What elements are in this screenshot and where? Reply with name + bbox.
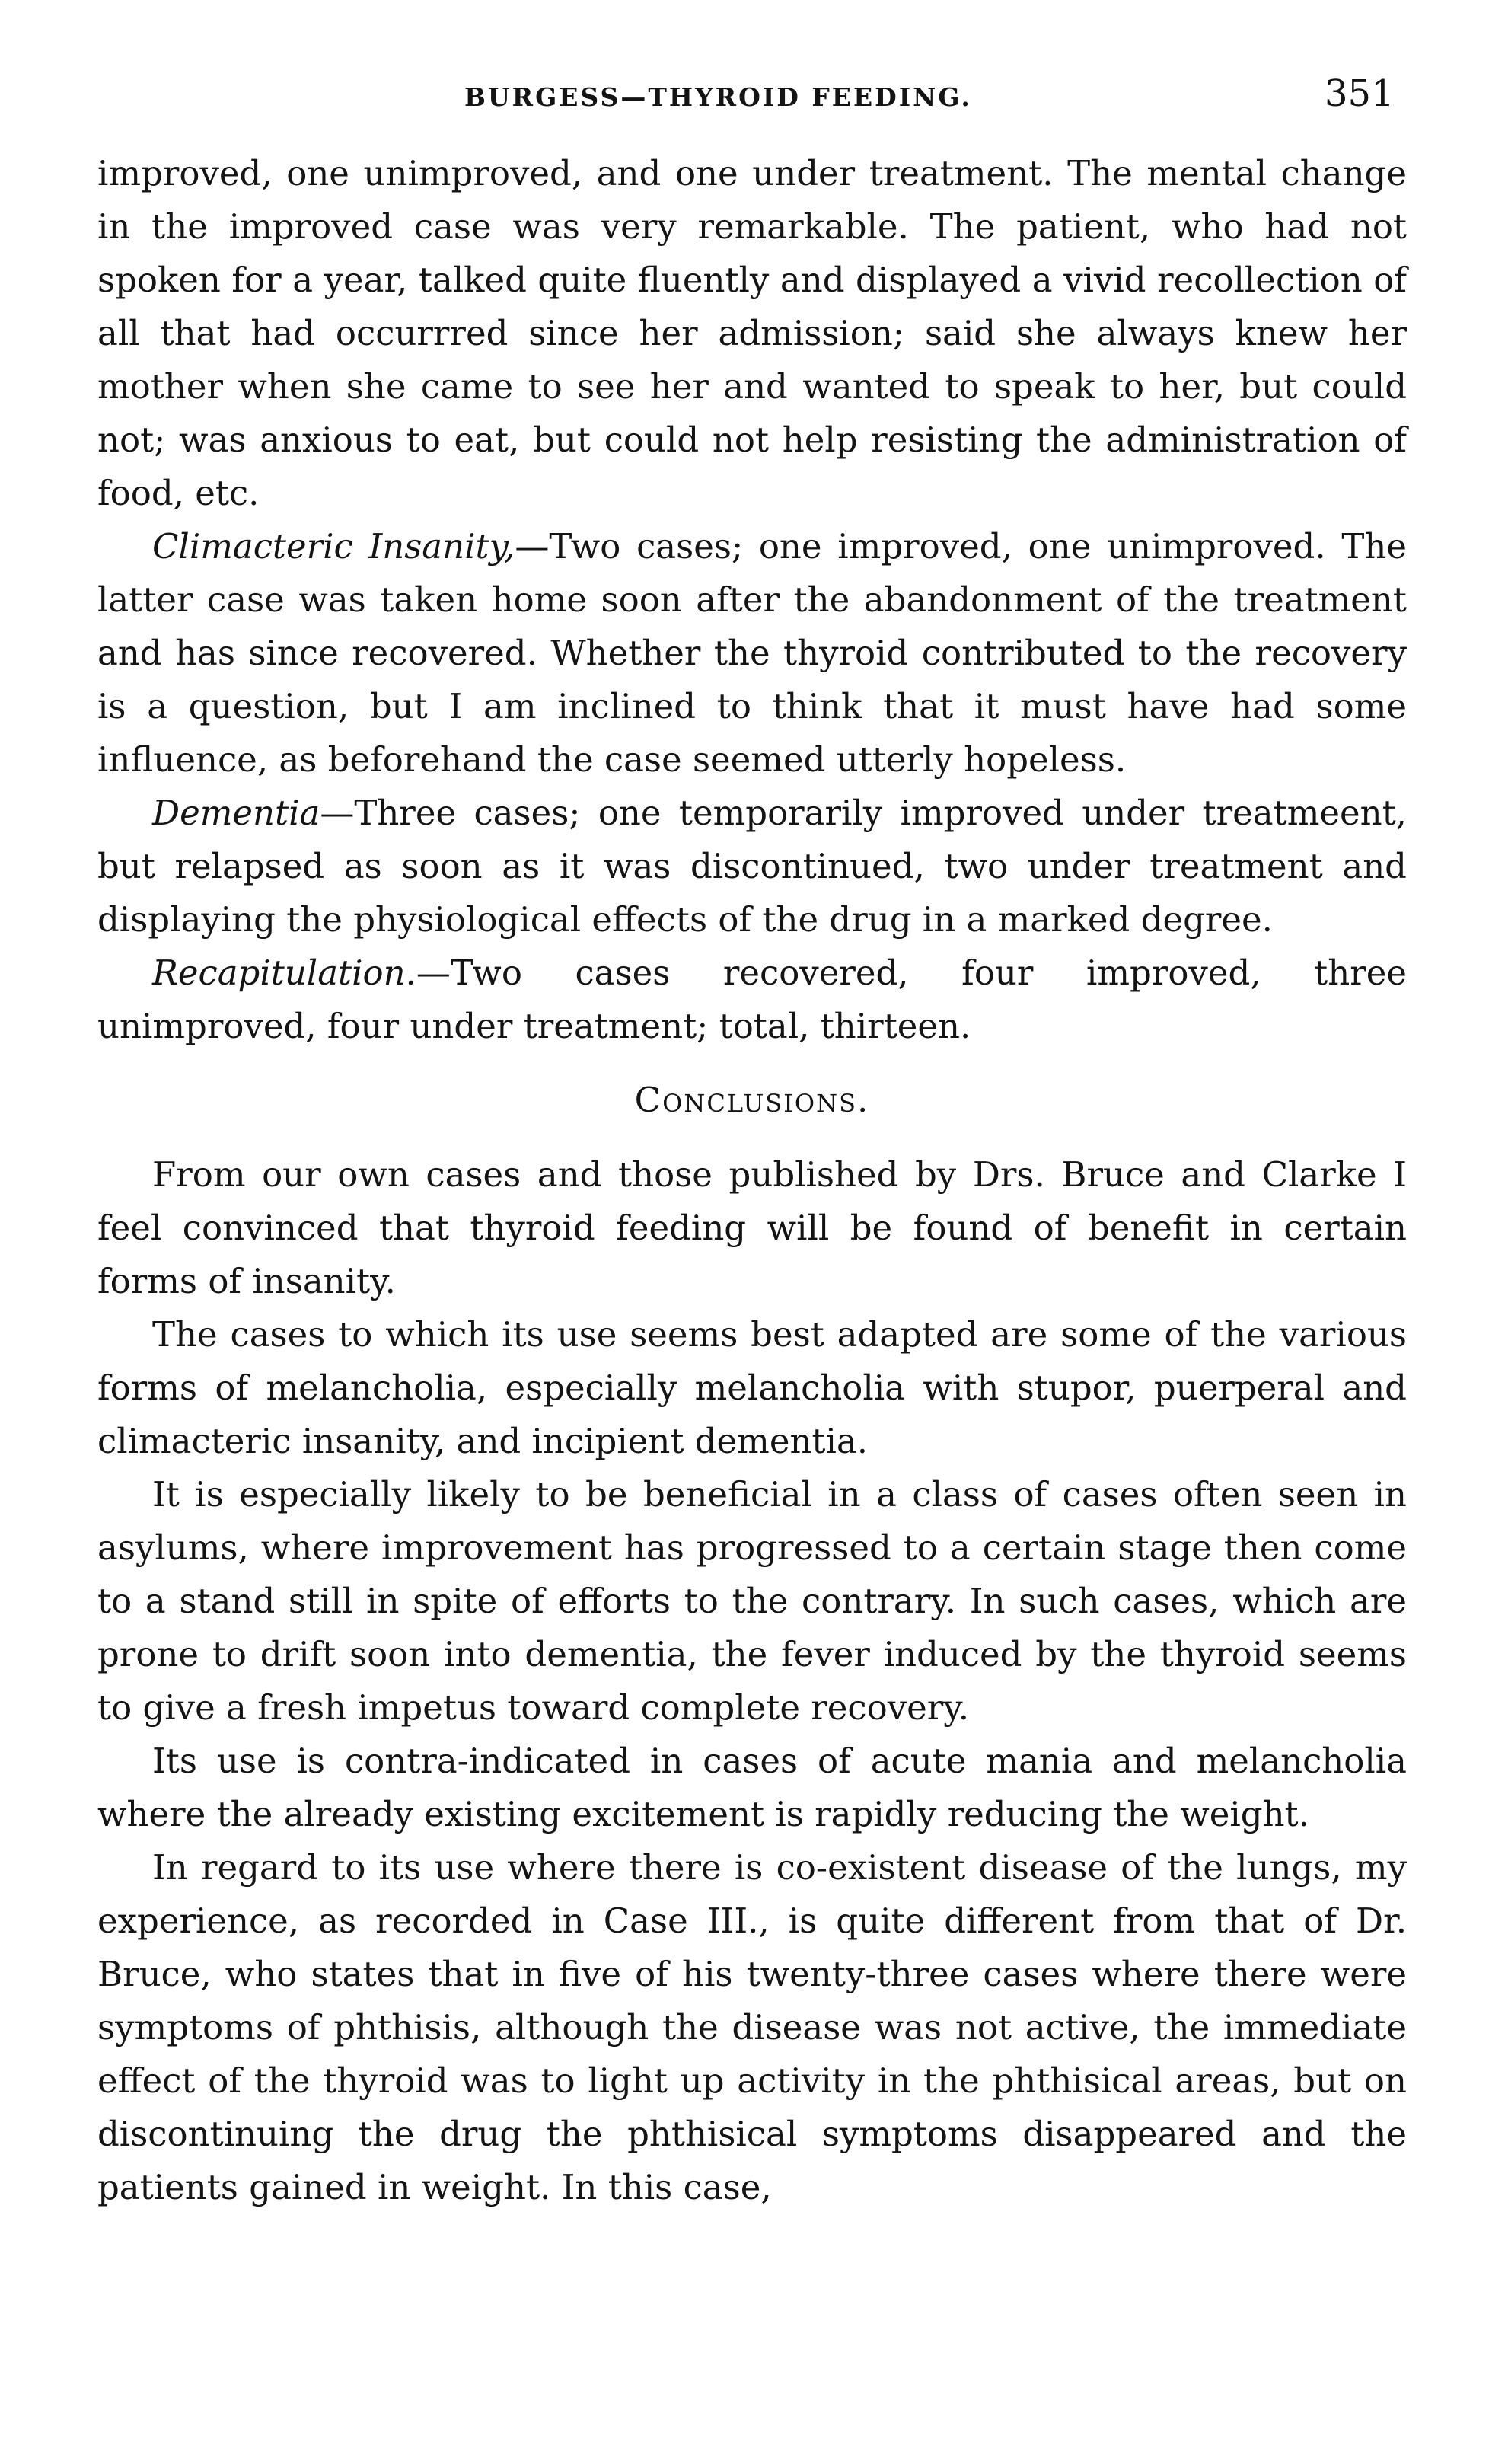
conclusion-paragraph: In regard to its use where there is co-existent disease of the lungs, my experience, as recorded in Case III., is quite different from that of Dr. Bruce, who states that in five of his twenty-three cases where there were symptoms of phthisis, although the disease was not active, the immediate effect of the thyroid was to light up activity in the phthisical areas, but on discontinuing the drug the phthisical symptoms disappeared and the patients gained in weight. In this case, <box>97 1847 1407 2207</box>
section-heading-conclusions: Conclusions. <box>634 1080 870 1120</box>
page-number: 351 <box>1325 72 1395 115</box>
running-head: BURGESS—THYROID FEEDING. <box>464 82 972 112</box>
paragraph-lead: Climacteric Insanity, <box>152 526 515 567</box>
conclusion-paragraph: Its use is contra-indicated in cases of acute mania and melancholia where the already existing excitement is rapidly reducing the weight. <box>97 1741 1407 1834</box>
paragraph-lead: Dementia <box>152 793 320 833</box>
paragraph-climacteric-insanity <box>97 520 1407 787</box>
paragraph-dementia <box>97 787 1407 946</box>
conclusion-paragraph: From our own cases and those published by Drs. Bruce and Clarke I feel convinced that thyroid feeding will be found of benefit in certain forms of insanity. <box>97 1154 1407 1301</box>
body-text <box>97 147 1407 2214</box>
paragraph-text: —Two cases; one improved, one unimproved. The latter case was taken home soon after the abandonment of the treatment and has since recovered. Whether the thyroid contributed to the recovery is a question, but I am inclined to think that it must have had some influence, as beforehand the case seemed utterly hopeless. <box>97 526 1407 780</box>
paragraph-continued <box>97 147 1407 520</box>
paragraph-lead: Recapitulation. <box>152 953 416 993</box>
conclusion-paragraph: It is especially likely to be beneficial in a class of cases often seen in asylums, where improvement has progressed to a certain stage then come to a stand still in spite of efforts to the contrary. In such cases, which are prone to drift soon into dementia, the fever induced by the thyroid seems to give a fresh impetus toward complete recovery. <box>97 1474 1407 1728</box>
paragraph-text: —Two cases recovered, four improved, three unimproved, four under treatment; total, thirteen. <box>97 953 1407 1046</box>
paragraph-recapitulation <box>97 946 1407 1053</box>
conclusion-paragraph: The cases to which its use seems best adapted are some of the various forms of melancholia, especially melancholia with stupor, puerperal and climacteric insanity, and incipient dementia. <box>97 1314 1407 1461</box>
paragraph-text: improved, one unimproved, and one under treatment. The mental change in the improved case was very remarkable. The patient, who had not spoken for a year, talked quite fluently and displayed a vivid recollection of all that had occurrred since her admission; said she always knew her mother when she came to see her and wanted to speak to her, but could not; was anxious to eat, but could not help resisting the administration of food, etc. <box>97 153 1407 513</box>
paragraph-text: —Three cases; one temporarily improved under treatmeent, but relapsed as soon as it was discontinued, two under treatment and displaying the physiological effects of the drug in a marked degree. <box>97 793 1407 940</box>
